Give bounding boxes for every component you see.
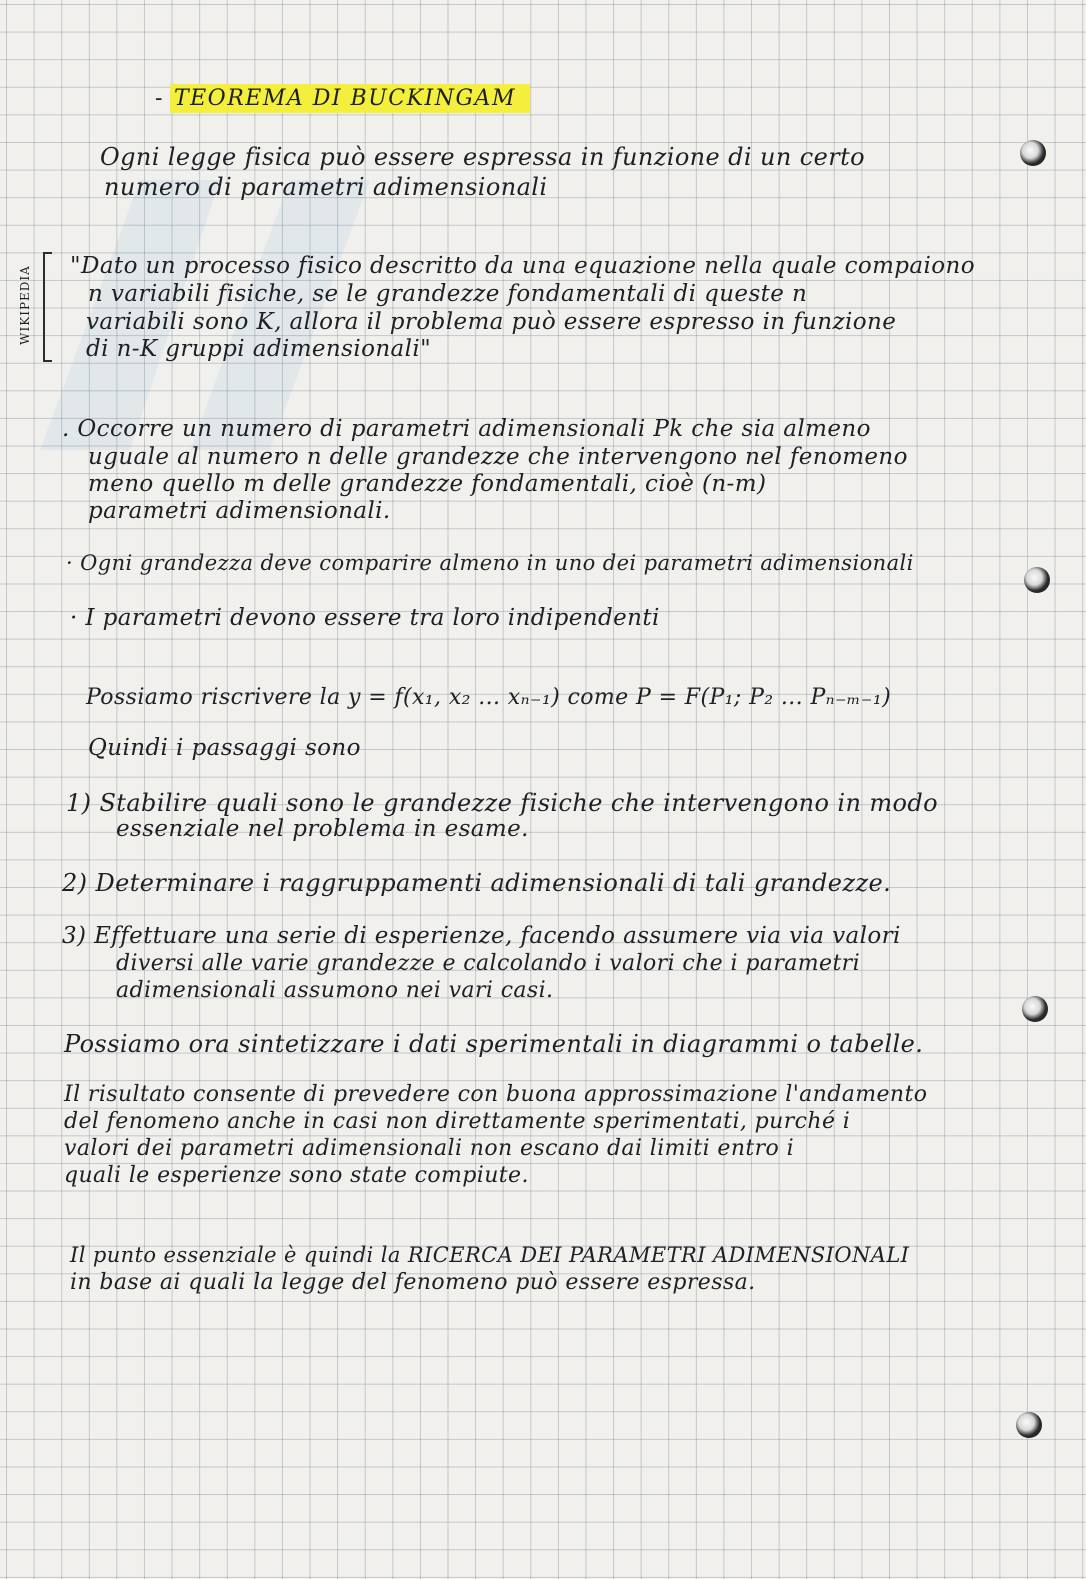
step-line: 3) Effettuare una serie di esperienze, facendo assumere via via valori bbox=[62, 923, 901, 949]
side-tag bbox=[14, 250, 38, 360]
bullet-line: . Occorre un numero di parametri adimensionali Pk che sia almeno bbox=[62, 416, 871, 442]
conclusion-line: Il punto essenziale è quindi la RICERCA DEI PARAMETRI ADIMENSIONALI bbox=[70, 1243, 910, 1267]
result-line: quali le esperienze sono state compiute. bbox=[64, 1163, 529, 1188]
side-label: WIKIPEDIA bbox=[18, 265, 32, 345]
steps-intro: Quindi i passaggi sono bbox=[88, 735, 361, 761]
title-text: TEOREMA DI BUCKINGAM bbox=[170, 84, 530, 113]
binder-hole bbox=[1024, 567, 1050, 593]
bullet-line: · Ogni grandezza deve comparire almeno in uno dei parametri adimensionali bbox=[66, 551, 914, 575]
bullet-line: uguale al numero n delle grandezze che intervengono nel fenomeno bbox=[88, 444, 908, 470]
conclusion-line: in base ai quali la legge del fenomeno può essere espressa. bbox=[70, 1270, 756, 1295]
quote-line: n variabili fisiche, se le grandezze fondamentali di queste n bbox=[88, 281, 808, 307]
bullet-line: · I parametri devono essere tra loro indipendenti bbox=[70, 605, 660, 631]
step-line: 2) Determinare i raggruppamenti adimensionali di tali grandezze. bbox=[62, 869, 892, 897]
result-line: del fenomeno anche in casi non direttamente sperimentati, purché i bbox=[64, 1109, 851, 1134]
step-line: adimensionali assumono nei vari casi. bbox=[116, 978, 554, 1003]
binder-hole bbox=[1016, 1412, 1042, 1438]
step-line: essenziale nel problema in esame. bbox=[116, 816, 529, 842]
result-line: valori dei parametri adimensionali non escano dai limiti entro i bbox=[64, 1136, 795, 1161]
intro-line: Ogni legge fisica può essere espressa in funzione di un certo bbox=[100, 143, 865, 171]
step-line: diversi alle varie grandezze e calcolando i valori che i parametri bbox=[116, 951, 861, 976]
formula-line: Possiamo riscrivere la y = f(x₁, x₂ ... xₙ₋₁) come P = F(P₁; P₂ ... Pₙ₋ₘ₋₁) bbox=[86, 685, 892, 710]
quote-line: di n-K gruppi adimensionali" bbox=[86, 336, 432, 362]
bullet-line: meno quello m delle grandezze fondamentali, cioè (n-m) bbox=[88, 471, 767, 497]
binder-hole bbox=[1022, 996, 1048, 1022]
page-title bbox=[155, 86, 530, 111]
intro-line: numero di parametri adimensionali bbox=[104, 173, 548, 201]
bullet-line: parametri adimensionali. bbox=[88, 498, 391, 524]
binder-hole bbox=[1020, 140, 1046, 166]
result-line: Il risultato consente di prevedere con buona approssimazione l'andamento bbox=[64, 1082, 928, 1107]
quote-line: variabili sono K, allora il problema può essere espresso in funzione bbox=[86, 309, 897, 335]
quote-line: "Dato un processo fisico descritto da una equazione nella quale compaiono bbox=[70, 253, 976, 279]
synthesis-line: Possiamo ora sintetizzare i dati sperimentali in diagrammi o tabelle. bbox=[64, 1030, 924, 1058]
side-bracket bbox=[43, 252, 52, 362]
title-dash: - bbox=[155, 86, 164, 111]
step-line: 1) Stabilire quali sono le grandezze fisiche che intervengono in modo bbox=[66, 789, 938, 817]
